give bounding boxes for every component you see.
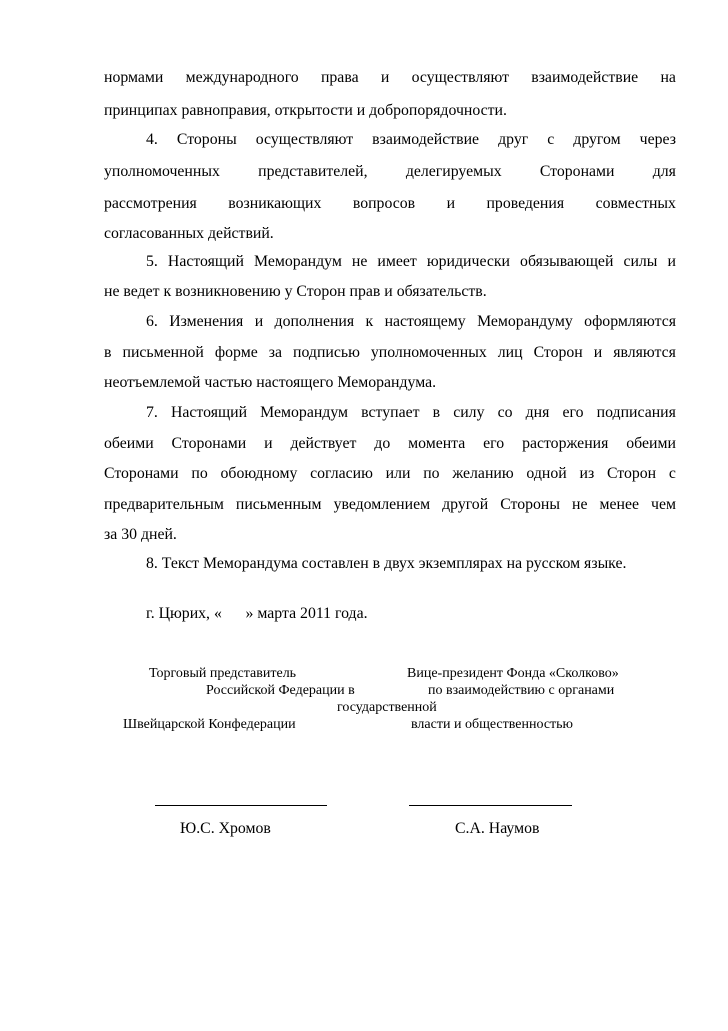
word: Сторон bbox=[606, 465, 657, 482]
paragraph-5-line: не ведет к возникновению у Сторон прав и обязательств. bbox=[104, 283, 487, 300]
word: его bbox=[562, 404, 584, 421]
word: за bbox=[268, 344, 282, 361]
word: одной bbox=[526, 465, 567, 482]
word: Настоящий bbox=[170, 404, 248, 421]
word: и bbox=[593, 344, 603, 361]
word: расторжения bbox=[522, 435, 609, 452]
paragraph-line bbox=[104, 68, 676, 88]
left-signatory-title-line: Швейцарской Конфедерации bbox=[123, 717, 296, 732]
word: оформляются bbox=[584, 313, 676, 330]
word: уполномоченных bbox=[370, 344, 487, 361]
word: обоюдному bbox=[220, 465, 298, 482]
word: в bbox=[104, 344, 112, 361]
word: 4. bbox=[146, 131, 158, 148]
word: в bbox=[432, 404, 441, 421]
word: Изменения bbox=[169, 313, 244, 330]
word: до bbox=[374, 435, 391, 452]
word: уведомлением bbox=[333, 496, 431, 513]
word: подписания bbox=[596, 404, 676, 421]
word: друг bbox=[498, 131, 529, 148]
word: чем bbox=[651, 496, 676, 513]
word: 5. bbox=[146, 253, 158, 270]
word: юридически bbox=[426, 253, 510, 270]
paragraph-7-line: за 30 дней. bbox=[104, 526, 177, 543]
right-signatory-title-line: Вице-президент Фонда «Сколково» bbox=[407, 666, 619, 681]
word: вступает bbox=[361, 404, 420, 421]
word: представителей, bbox=[258, 163, 368, 180]
right-signatory-title-line: по взаимодействию с органами bbox=[428, 683, 615, 698]
word: письменной bbox=[122, 344, 204, 361]
word: с bbox=[547, 131, 555, 148]
paragraph-7-line bbox=[104, 464, 676, 484]
word: по bbox=[423, 465, 440, 482]
left-signature-line bbox=[155, 805, 327, 806]
word: письменным bbox=[235, 496, 322, 513]
word: настоящему bbox=[384, 313, 466, 330]
word: Сторон bbox=[533, 344, 583, 361]
paragraph-8-line: 8. Текст Меморандума составлен в двух экземплярах на русском языке. bbox=[146, 555, 627, 572]
word: Настоящий bbox=[167, 253, 244, 270]
left-signatory-title-line: Российской Федерации в bbox=[206, 683, 355, 698]
word: подписью bbox=[293, 344, 360, 361]
paragraph-7-line bbox=[104, 495, 676, 515]
word: Стороны bbox=[176, 131, 237, 148]
paragraph-line: принципах равноправия, открытости и добропорядочности. bbox=[104, 102, 507, 119]
word: дня bbox=[525, 404, 550, 421]
word: делегируемых bbox=[405, 163, 502, 180]
paragraph-6-line: неотъемлемой частью настоящего Меморандума. bbox=[104, 374, 437, 391]
word: нормами bbox=[104, 69, 164, 86]
paragraph-5-line bbox=[104, 252, 676, 272]
word: другой bbox=[442, 496, 489, 513]
word: лиц bbox=[497, 344, 523, 361]
word: дополнения bbox=[274, 313, 355, 330]
word: к bbox=[365, 313, 374, 330]
word: силы bbox=[623, 253, 658, 270]
word: другом bbox=[573, 131, 621, 148]
word: обеими bbox=[626, 435, 676, 452]
word: с bbox=[668, 465, 676, 482]
paragraph-4-line bbox=[104, 130, 676, 150]
word: Меморандум bbox=[254, 253, 342, 270]
word: Сторонами bbox=[539, 163, 615, 180]
word: по bbox=[191, 465, 208, 482]
word: Сторонами bbox=[104, 465, 179, 482]
word: международного bbox=[185, 69, 299, 86]
word: и bbox=[254, 313, 264, 330]
word: из bbox=[579, 465, 595, 482]
word: взаимодействие bbox=[531, 69, 639, 86]
word: не bbox=[572, 496, 588, 513]
word: действует bbox=[290, 435, 357, 452]
word: права bbox=[320, 69, 359, 86]
right-signatory-title-line: государственной bbox=[337, 700, 437, 715]
word: уполномоченных bbox=[104, 163, 220, 180]
paragraph-7-line bbox=[104, 434, 676, 454]
word: обязывающей bbox=[520, 253, 614, 270]
right-signatory-title-line: власти и общественностью bbox=[411, 717, 573, 732]
paragraph-4-line bbox=[104, 162, 676, 182]
paragraph-4-line bbox=[104, 194, 676, 214]
word: не bbox=[351, 253, 368, 270]
word: менее bbox=[599, 496, 639, 513]
word: предварительным bbox=[104, 496, 224, 513]
word: 7. bbox=[146, 404, 158, 421]
word: Меморандум bbox=[260, 404, 349, 421]
word: и bbox=[264, 435, 273, 452]
paragraph-7-line bbox=[104, 403, 676, 423]
word: силу bbox=[453, 404, 485, 421]
word: рассмотрения bbox=[104, 195, 197, 212]
right-signature-line bbox=[409, 805, 572, 806]
word: возникающих bbox=[228, 195, 322, 212]
word: форме bbox=[214, 344, 258, 361]
paragraph-4-line: согласованных действий. bbox=[104, 225, 274, 242]
word: Стороны bbox=[500, 496, 560, 513]
word: 6. bbox=[146, 313, 158, 330]
word: осуществляют bbox=[411, 69, 509, 86]
word: для bbox=[652, 163, 676, 180]
word: его bbox=[483, 435, 505, 452]
word: и bbox=[446, 195, 456, 212]
word: желанию bbox=[452, 465, 514, 482]
word: являются bbox=[613, 344, 676, 361]
word: осуществляют bbox=[255, 131, 354, 148]
word: обеими bbox=[104, 435, 154, 452]
word: или bbox=[385, 465, 411, 482]
paragraph-6-line bbox=[104, 343, 676, 363]
word: и bbox=[667, 253, 676, 270]
word: Меморандуму bbox=[477, 313, 573, 330]
paragraph-6-line bbox=[104, 312, 676, 332]
right-signatory-name: С.А. Наумов bbox=[455, 820, 540, 837]
word: согласию bbox=[310, 465, 373, 482]
word: через bbox=[639, 131, 676, 148]
word: взаимодействие bbox=[372, 131, 480, 148]
left-signatory-title-line: Торговый представитель bbox=[149, 666, 297, 681]
word: проведения bbox=[486, 195, 565, 212]
place-and-date: г. Цюрих, « » марта 2011 года. bbox=[146, 605, 368, 622]
word: вопросов bbox=[352, 195, 416, 212]
word: момента bbox=[408, 435, 466, 452]
left-signatory-name: Ю.С. Хромов bbox=[180, 820, 271, 837]
word: Сторонами bbox=[171, 435, 247, 452]
word: имеет bbox=[377, 253, 417, 270]
word: со bbox=[497, 404, 513, 421]
word: на bbox=[660, 69, 676, 86]
word: и bbox=[380, 69, 390, 86]
word: совместных bbox=[595, 195, 676, 212]
